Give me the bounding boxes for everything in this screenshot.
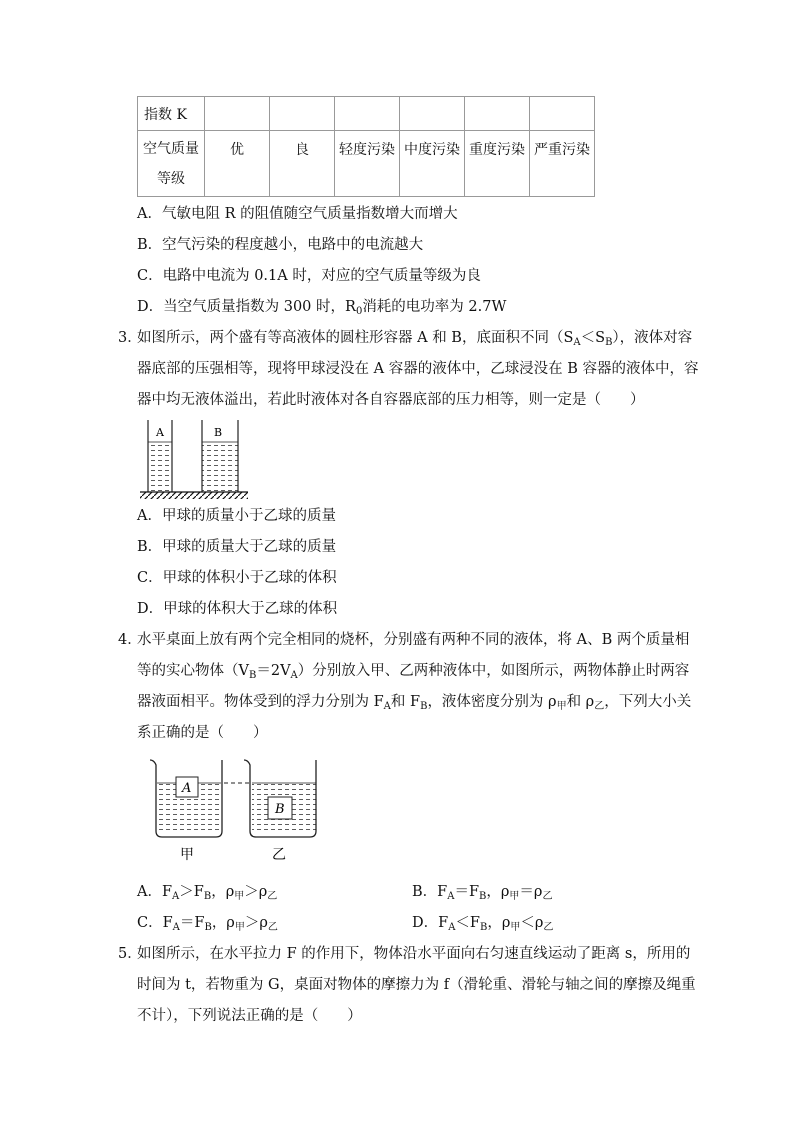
text-run: ＞ρ bbox=[244, 884, 268, 900]
question-number: 3． bbox=[118, 330, 142, 346]
q4-stem-line bbox=[137, 661, 689, 686]
table-cell bbox=[530, 97, 595, 131]
q3-option-b: B．甲球的质量大于乙球的质量 bbox=[137, 539, 337, 555]
table-cell bbox=[138, 131, 205, 197]
subscript: B bbox=[420, 701, 428, 712]
caption-jia: 甲 bbox=[180, 847, 194, 863]
subscript: 0 bbox=[355, 306, 363, 317]
subscript: B bbox=[479, 891, 487, 902]
text-run: C．F bbox=[137, 915, 173, 931]
text-run: ）分别放入甲、乙两种液体中，如图所示，两物体静止时两容 bbox=[297, 663, 690, 679]
q4-option-a bbox=[137, 882, 277, 907]
subscript: 甲 bbox=[556, 701, 567, 712]
table-cell: 轻度污染 bbox=[335, 131, 400, 197]
block-a-label: A bbox=[182, 781, 192, 796]
text-run: ，液体密度分别为 ρ bbox=[427, 694, 557, 710]
text-run: ，下列大小关 bbox=[604, 694, 692, 710]
q4-option-c bbox=[137, 913, 278, 938]
ground-hatch bbox=[140, 492, 248, 499]
table-row-label: 空气质量 bbox=[143, 140, 199, 157]
block-b-label: B bbox=[275, 802, 285, 817]
subscript: A bbox=[447, 891, 455, 902]
subscript: A bbox=[383, 701, 391, 712]
subscript: B bbox=[248, 670, 257, 681]
subscript: A bbox=[573, 337, 581, 348]
text-run: 等的实心物体（V bbox=[137, 663, 249, 679]
text-run: B．F bbox=[412, 884, 448, 900]
text-run: ＝F bbox=[179, 915, 205, 931]
table-row bbox=[138, 97, 595, 131]
q4-option-b bbox=[412, 882, 552, 907]
q4-figure bbox=[144, 757, 322, 867]
q4-stem-line: 水平桌面上放有两个完全相同的烧杯，分别盛有两种不同的液体，将 A、B 两个质量相 bbox=[137, 632, 690, 648]
q3-option-a: A．甲球的质量小于乙球的质量 bbox=[137, 508, 336, 524]
q4-option-d bbox=[412, 913, 553, 938]
text-run: ＝2V bbox=[256, 663, 291, 679]
subscript: 甲 bbox=[510, 922, 521, 933]
q2-option-b: B．空气污染的程度越小，电路中的电流越大 bbox=[137, 237, 424, 253]
q3-figure bbox=[136, 418, 252, 502]
container-b-label: B bbox=[214, 426, 223, 439]
caption-yi: 乙 bbox=[272, 847, 286, 863]
table-cell bbox=[335, 97, 400, 131]
table-cell: 优 bbox=[205, 131, 270, 197]
text-run: 和 ρ bbox=[566, 694, 595, 710]
subscript: B bbox=[204, 922, 212, 933]
container-a-label: A bbox=[156, 426, 164, 439]
table-row bbox=[138, 131, 595, 197]
table-cell bbox=[465, 97, 530, 131]
text-run: ＞F bbox=[179, 884, 204, 900]
table-cell bbox=[400, 97, 465, 131]
text-run: 如图所示，两个盛有等高液体的圆柱形容器 A 和 B，底面积不同（S bbox=[137, 330, 574, 346]
text-run: ＜S bbox=[580, 330, 606, 346]
q5-stem-line: 时间为 t，若物重为 G，桌面对物体的摩擦力为 f（滑轮重、滑轮与轴之间的摩擦及绳重 bbox=[137, 977, 696, 993]
subscript: A bbox=[172, 922, 180, 933]
subscript: 甲 bbox=[234, 922, 245, 933]
air-quality-table bbox=[137, 96, 595, 197]
subscript: 甲 bbox=[234, 891, 245, 902]
q5-stem-line: 不计），下列说法正确的是（ ） bbox=[137, 1008, 362, 1024]
table-cell bbox=[205, 97, 270, 131]
q3-option-d: D．甲球的体积大于乙球的体积 bbox=[137, 601, 338, 617]
liquid-a bbox=[148, 442, 172, 492]
text-run: ，ρ bbox=[211, 915, 235, 931]
subscript: 乙 bbox=[594, 701, 605, 712]
text-run: ＝F bbox=[454, 884, 480, 900]
q3-stem-line: 器底部的压强相等，现将甲球浸没在 A 容器的液体中，乙球浸没在 B 容器的液体中，容 bbox=[137, 361, 699, 377]
subscript: B bbox=[605, 337, 613, 348]
text-run: A．F bbox=[137, 884, 173, 900]
q2-option-d bbox=[137, 297, 506, 322]
subscript: 乙 bbox=[267, 891, 278, 902]
table-cell: 严重污染 bbox=[530, 131, 595, 197]
text-run: ，ρ bbox=[211, 884, 235, 900]
q2-option-c: C．电路中电流为 0.1A 时，对应的空气质量等级为良 bbox=[137, 268, 481, 284]
text-run: ），液体对容 bbox=[612, 330, 693, 346]
subscript: B bbox=[203, 891, 212, 902]
text-run: D．当空气质量指数为 300 时，R bbox=[137, 299, 356, 315]
text-run: ，ρ bbox=[487, 915, 511, 931]
text-run: D．F bbox=[412, 915, 449, 931]
subscript: B bbox=[479, 922, 488, 933]
question-number: 5． bbox=[118, 946, 142, 962]
subscript: A bbox=[172, 891, 180, 902]
q3-stem-line bbox=[137, 328, 692, 353]
table-row-label: 等级 bbox=[157, 170, 185, 187]
subscript: A bbox=[290, 670, 298, 681]
text-run: ＞ρ bbox=[244, 915, 268, 931]
text-run: 消耗的电功率为 2.7W bbox=[362, 299, 507, 315]
q2-option-a: A．气敏电阻 R 的阻值随空气质量指数增大而增大 bbox=[137, 206, 458, 222]
table-cell: 重度污染 bbox=[465, 131, 530, 197]
table-cell: 中度污染 bbox=[400, 131, 465, 197]
table-cell: 指数 K bbox=[138, 97, 205, 131]
question-number: 4． bbox=[118, 632, 142, 648]
q3-option-c: C．甲球的体积小于乙球的体积 bbox=[137, 570, 337, 586]
text-run: ＝ρ bbox=[519, 884, 543, 900]
liquid-b bbox=[202, 442, 238, 492]
text-run: ＜F bbox=[455, 915, 480, 931]
subscript: 甲 bbox=[509, 891, 520, 902]
q4-stem-line: 系正确的是（ ） bbox=[137, 725, 268, 741]
subscript: 乙 bbox=[543, 922, 554, 933]
q4-stem-line bbox=[137, 692, 691, 717]
table-cell: 良 bbox=[270, 131, 335, 197]
q5-stem-line: 如图所示，在水平拉力 F 的作用下，物体沿水平面向右匀速直线运动了距离 s，所用的 bbox=[137, 946, 691, 962]
q3-stem-line: 器中均无液体溢出，若此时液体对各自容器底部的压力相等，则一定是（ ） bbox=[137, 392, 645, 408]
text-run: ＜ρ bbox=[520, 915, 544, 931]
text-run: 器液面相平。物体受到的浮力分别为 F bbox=[137, 694, 384, 710]
subscript: 乙 bbox=[267, 922, 278, 933]
text-run: ，ρ bbox=[486, 884, 510, 900]
text-run: 和 F bbox=[390, 694, 421, 710]
table-cell bbox=[270, 97, 335, 131]
subscript: A bbox=[448, 922, 456, 933]
subscript: 乙 bbox=[542, 891, 553, 902]
